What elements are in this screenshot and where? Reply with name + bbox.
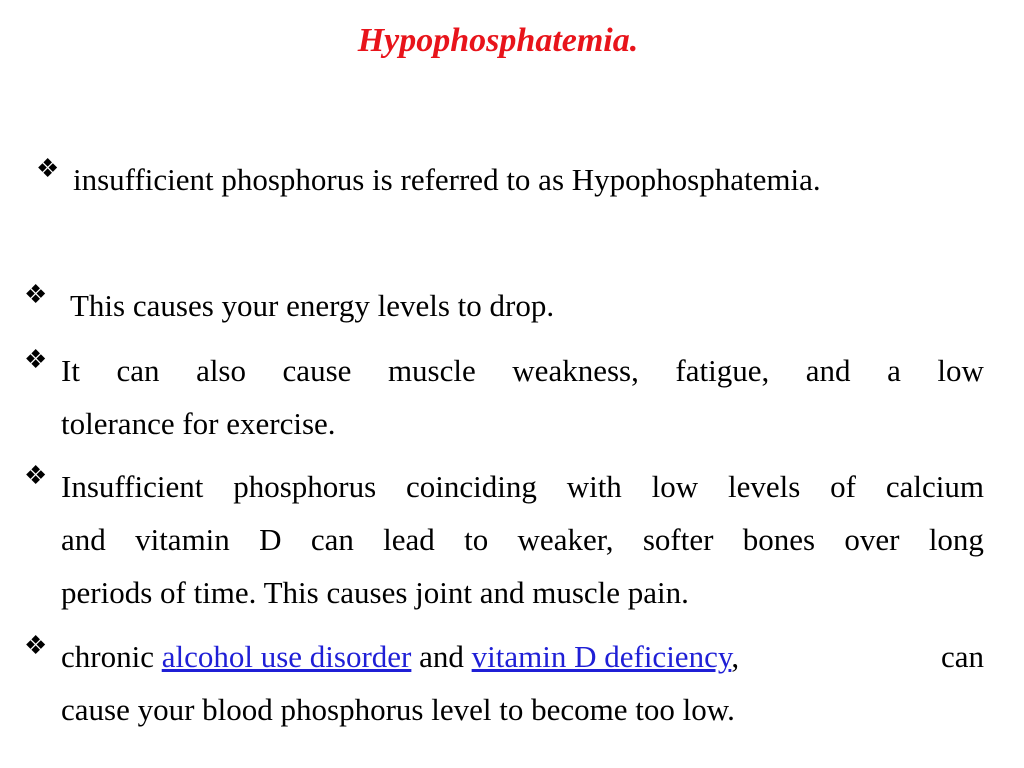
bullet-line (61, 460, 984, 513)
word: calcium (885, 469, 984, 504)
word: also (196, 353, 246, 388)
word: muscle (387, 353, 476, 388)
diamond-cluster-icon: ❖ (24, 461, 48, 490)
word: phosphorus (233, 469, 377, 504)
word: low (651, 469, 699, 504)
alcohol-use-disorder-link[interactable]: alcohol use disorder (161, 639, 412, 674)
bullet-item (36, 153, 996, 206)
word: can (116, 353, 160, 388)
diamond-cluster-icon: ❖ (24, 631, 48, 660)
diamond-cluster-icon: ❖ (36, 154, 60, 183)
word: Insufficient (61, 469, 204, 504)
diamond-cluster-icon: ❖ (24, 280, 48, 309)
bullet-tail: can (940, 639, 984, 674)
bullet-item (24, 279, 984, 332)
word: cause (282, 353, 352, 388)
word: levels (728, 469, 801, 504)
word: and (805, 353, 851, 388)
bullet-suffix: , (731, 639, 740, 674)
slide-title: Hypophosphatemia. (357, 22, 639, 59)
word: of (830, 469, 856, 504)
word: softer (642, 522, 714, 557)
word: lead (383, 522, 435, 557)
bullet-text (61, 344, 984, 450)
word: long (928, 522, 984, 557)
word: D (259, 522, 282, 557)
bullet-text: This causes your energy levels to drop. (70, 288, 555, 323)
bullet-line (61, 513, 984, 566)
word: weaker, (517, 522, 614, 557)
word: over (844, 522, 900, 557)
word: can (310, 522, 354, 557)
word: low (937, 353, 984, 388)
bullet-line (61, 344, 984, 397)
bullet-item (24, 344, 984, 450)
word: and (61, 522, 106, 557)
bullet-item (24, 630, 984, 736)
bullet-text: insufficient phosphorus is referred to as Hypophosphatemia. (73, 162, 821, 197)
word: with (566, 469, 622, 504)
word: coinciding (405, 469, 537, 504)
bullet-middle: and (411, 639, 472, 674)
bullet-line (61, 630, 984, 683)
bullet-line: cause your blood phosphorus level to become too low. (61, 692, 735, 727)
word: bones (742, 522, 816, 557)
vitamin-d-deficiency-link[interactable]: vitamin D deficiency (471, 639, 732, 674)
diamond-cluster-icon: ❖ (24, 345, 48, 374)
bullet-line: periods of time. This causes joint and muscle pain. (61, 575, 689, 610)
word: It (61, 353, 80, 388)
word: a (887, 353, 901, 388)
bullet-line-start (61, 630, 739, 683)
word: to (464, 522, 489, 557)
bullet-item (24, 460, 984, 619)
bullet-text (61, 630, 984, 736)
bullet-prefix: chronic (61, 639, 162, 674)
word: vitamin (135, 522, 230, 557)
bullet-text (61, 460, 984, 619)
bullet-line: tolerance for exercise. (61, 406, 336, 441)
word: fatigue, (675, 353, 770, 388)
word: weakness, (512, 353, 639, 388)
